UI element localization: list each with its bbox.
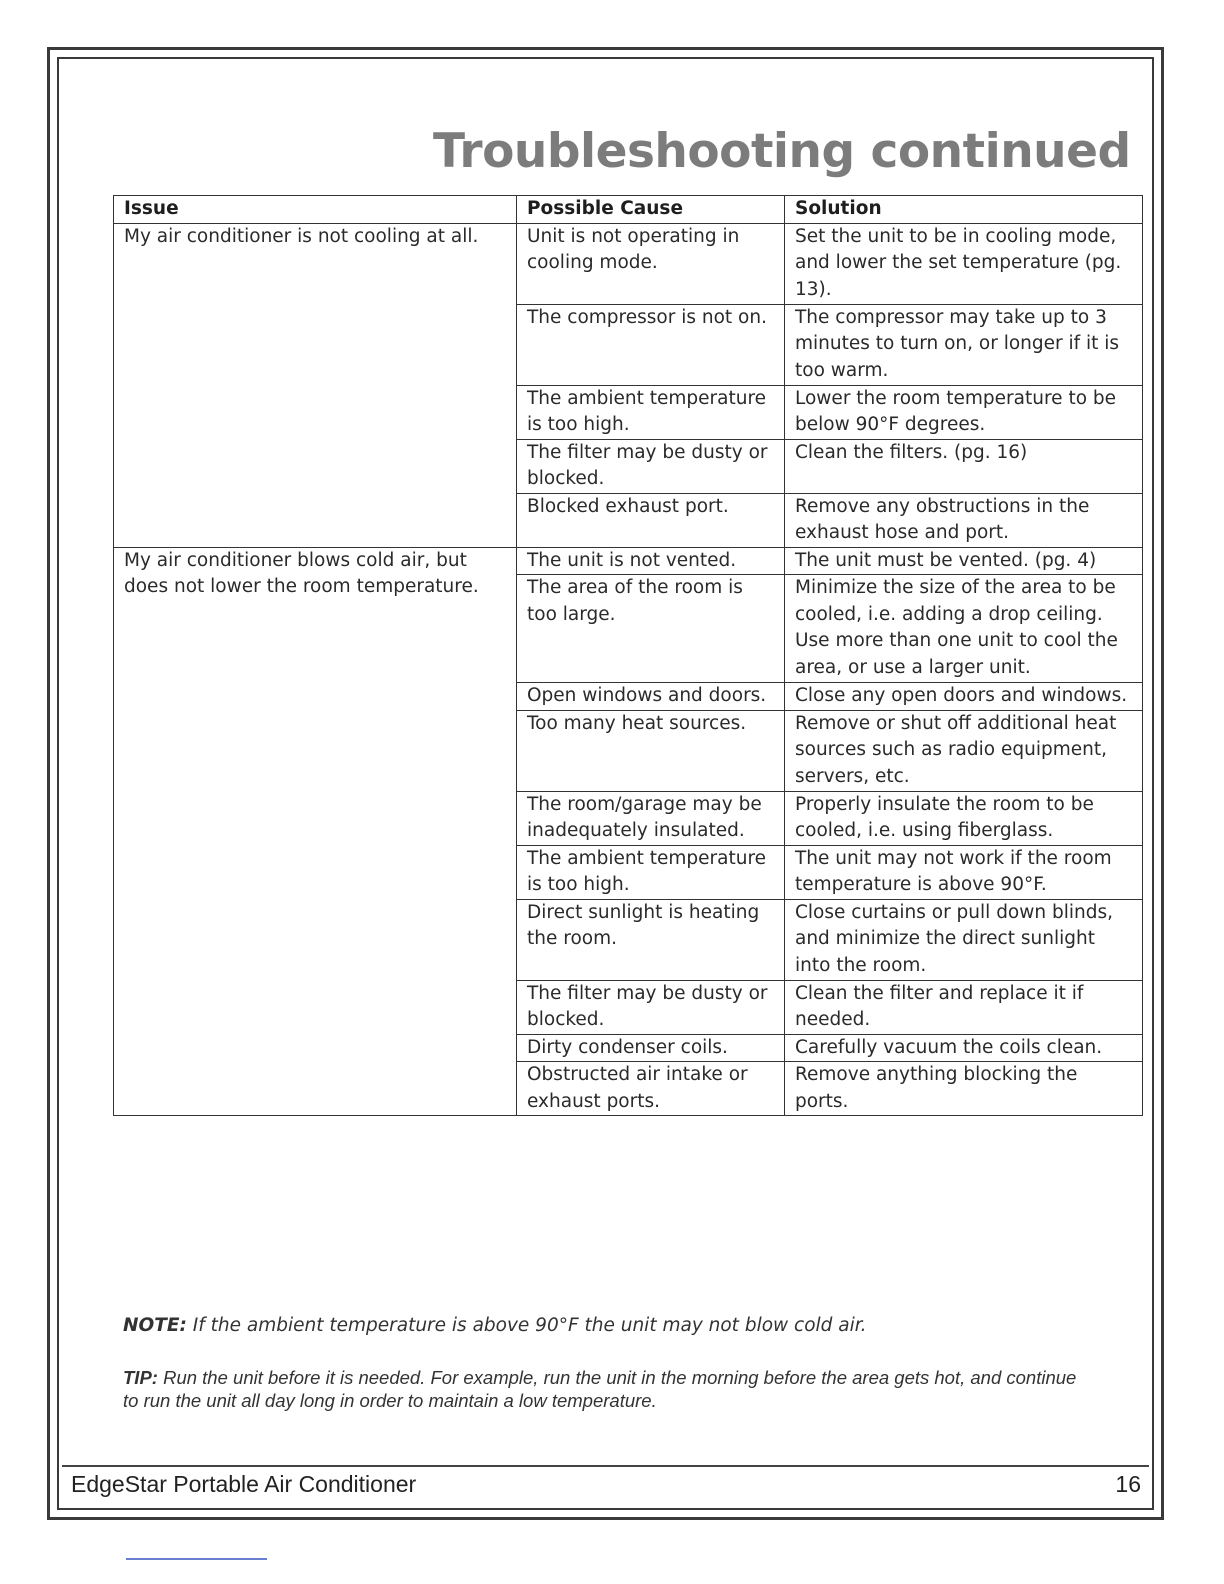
solution-cell: Minimize the size of the area to be cooled, i.e. adding a drop ceiling. Use more than one unit to cool the area, or use a larger unit. — [785, 575, 1143, 683]
solution-cell: Clean the filter and replace it if needed. — [785, 980, 1143, 1034]
note-paragraph — [123, 1315, 1083, 1336]
solution-cell: Close curtains or pull down blinds, and minimize the direct sunlight into the room. — [785, 899, 1143, 980]
issue-cell: My air conditioner blows cold air, but does not lower the room temperature. — [114, 547, 517, 1116]
cause-cell: The ambient temperature is too high. — [517, 385, 785, 439]
cause-cell: Dirty condenser coils. — [517, 1034, 785, 1062]
tip-paragraph — [123, 1366, 1083, 1412]
solution-cell: Lower the room temperature to be below 90°F degrees. — [785, 385, 1143, 439]
footer-divider — [62, 1465, 1149, 1467]
cause-cell: The area of the room is too large. — [517, 575, 785, 683]
header-issue: Issue — [114, 196, 517, 224]
cause-cell: The filter may be dusty or blocked. — [517, 980, 785, 1034]
table-row — [114, 547, 1143, 575]
solution-cell: Properly insulate the room to be cooled, i.e. using fiberglass. — [785, 791, 1143, 845]
note-label: NOTE: — [123, 1315, 187, 1336]
footer-product-name: EdgeStar Portable Air Conditioner — [71, 1471, 417, 1497]
solution-cell: Remove anything blocking the ports. — [785, 1062, 1143, 1116]
page-title: Troubleshooting continued — [433, 124, 1131, 179]
cause-cell: The unit is not vented. — [517, 547, 785, 575]
solution-cell: The unit must be vented. (pg. 4) — [785, 547, 1143, 575]
cause-cell: Obstructed air intake or exhaust ports. — [517, 1062, 785, 1116]
cause-cell: The compressor is not on. — [517, 304, 785, 385]
table-header-row — [114, 196, 1143, 224]
solution-cell: The compressor may take up to 3 minutes to turn on, or longer if it is too warm. — [785, 304, 1143, 385]
table-row — [114, 223, 1143, 304]
cause-cell: Too many heat sources. — [517, 710, 785, 791]
page-number: 16 — [1115, 1471, 1141, 1497]
cause-cell: The filter may be dusty or blocked. — [517, 439, 785, 493]
solution-cell: Clean the filters. (pg. 16) — [785, 439, 1143, 493]
cause-cell: Direct sunlight is heating the room. — [517, 899, 785, 980]
troubleshooting-table — [113, 195, 1143, 1116]
scan-mark — [126, 1558, 267, 1560]
solution-cell: Remove or shut off additional heat sources such as radio equipment, servers, etc. — [785, 710, 1143, 791]
cause-cell: Unit is not operating in cooling mode. — [517, 223, 785, 304]
solution-cell: Remove any obstructions in the exhaust hose and port. — [785, 493, 1143, 547]
issue-cell: My air conditioner is not cooling at all. — [114, 223, 517, 547]
cause-cell: Blocked exhaust port. — [517, 493, 785, 547]
solution-cell: Close any open doors and windows. — [785, 683, 1143, 711]
cause-cell: Open windows and doors. — [517, 683, 785, 711]
solution-cell: The unit may not work if the room temperature is above 90°F. — [785, 845, 1143, 899]
tip-text: Run the unit before it is needed. For example, run the unit in the morning before the area gets hot, and continue to run the unit all day long in order to maintain a low temperature. — [123, 1367, 1077, 1411]
header-possible-cause: Possible Cause — [517, 196, 785, 224]
tip-label: TIP: — [123, 1367, 158, 1388]
header-solution: Solution — [785, 196, 1143, 224]
solution-cell: Set the unit to be in cooling mode, and lower the set temperature (pg. 13). — [785, 223, 1143, 304]
solution-cell: Carefully vacuum the coils clean. — [785, 1034, 1143, 1062]
note-text: If the ambient temperature is above 90°F the unit may not blow cold air. — [192, 1315, 867, 1336]
cause-cell: The room/garage may be inadequately insulated. — [517, 791, 785, 845]
cause-cell: The ambient temperature is too high. — [517, 845, 785, 899]
